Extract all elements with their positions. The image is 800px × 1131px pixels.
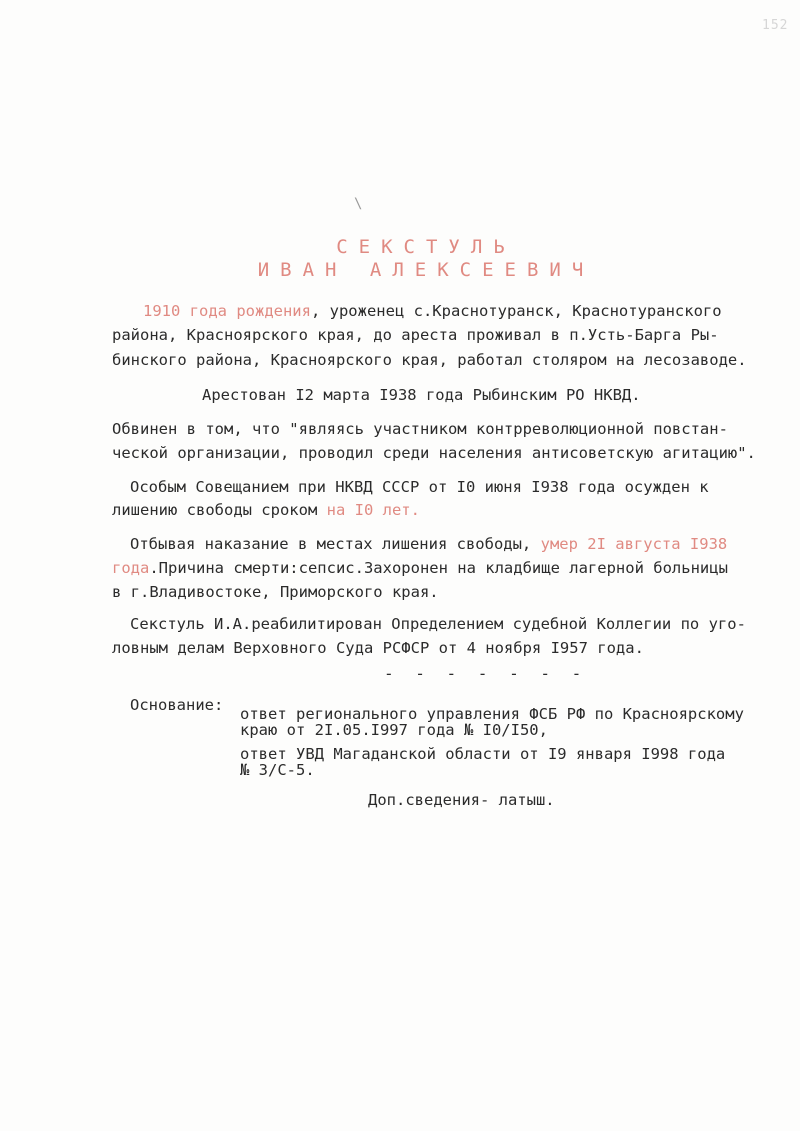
birth-line-2: района, Красноярского края, до ареста проживал в п.Усть-Барга Ры- — [112, 326, 719, 344]
birth-line-3: бинского района, Красноярского края, работал столяром на лесозаводе. — [112, 351, 747, 369]
death-year-word-red: года — [112, 559, 150, 577]
sentence-line-1: Особым Совещанием при НКВД СССР от I0 июня I938 года осужден к — [130, 478, 709, 496]
person-given-names: ИВАН АЛЕКСЕЕВИЧ — [257, 259, 595, 281]
birth-line-1 — [143, 300, 722, 322]
rehab-line-1: Секстуль И.А.реабилитирован Определением судебной Коллегии по уго- — [130, 615, 746, 633]
death-line-3: в г.Владивостоке, Приморского края. — [112, 583, 439, 601]
archive-number-mark: 152 — [762, 18, 789, 33]
extra-info: Доп.сведения- латыш. — [368, 791, 555, 809]
person-surname: СЕКСТУЛЬ — [336, 236, 516, 258]
basis-label: Основание: — [130, 696, 224, 714]
pen-tick-mark: \ — [354, 196, 363, 212]
death-line-2 — [112, 557, 728, 579]
death-line-1-main: Отбывая наказание в местах лишения свободы, — [130, 535, 532, 553]
sentence-term-red: на I0 лет. — [326, 501, 420, 519]
arrest-line: Арестован I2 марта I938 года Рыбинским РО НКВД. — [202, 386, 641, 404]
charge-line-1: Обвинен в том, что "являясь участником контрреволюционной повстан- — [112, 420, 728, 438]
birth-year-phrase: 1910 года рождения — [143, 302, 311, 320]
death-date-red: умер 2I августа I938 — [531, 535, 728, 553]
death-line-1 — [130, 533, 727, 555]
basis-source-2-line-2: № 3/С-5. — [240, 761, 315, 779]
basis-source-2-line-1: ответ УВД Магаданской области от I9 января I998 года — [240, 745, 726, 763]
sentence-line-2 — [112, 499, 420, 521]
section-separator: - - - - - - - — [384, 664, 588, 683]
basis-source-1-line-1: ответ регионального управления ФСБ РФ по Красноярскому — [240, 705, 744, 723]
sentence-term-prefix: лишению свободы сроком — [112, 501, 327, 519]
birth-line-1-rest: , уроженец с.Краснотуранск, Краснотуранского — [310, 302, 722, 320]
charge-line-2: ческой организации, проводил среди населения антисоветскую агитацию". — [112, 444, 756, 462]
basis-source-1-line-2: краю от 2I.05.I997 года № I0/I50, — [240, 721, 548, 739]
death-line-2-main: .Причина смерти:сепсис.Захоронен на кладбище лагерной больницы — [149, 559, 728, 577]
rehab-line-2: ловным делам Верховного Суда РСФСР от 4 ноября I957 года. — [112, 639, 644, 657]
